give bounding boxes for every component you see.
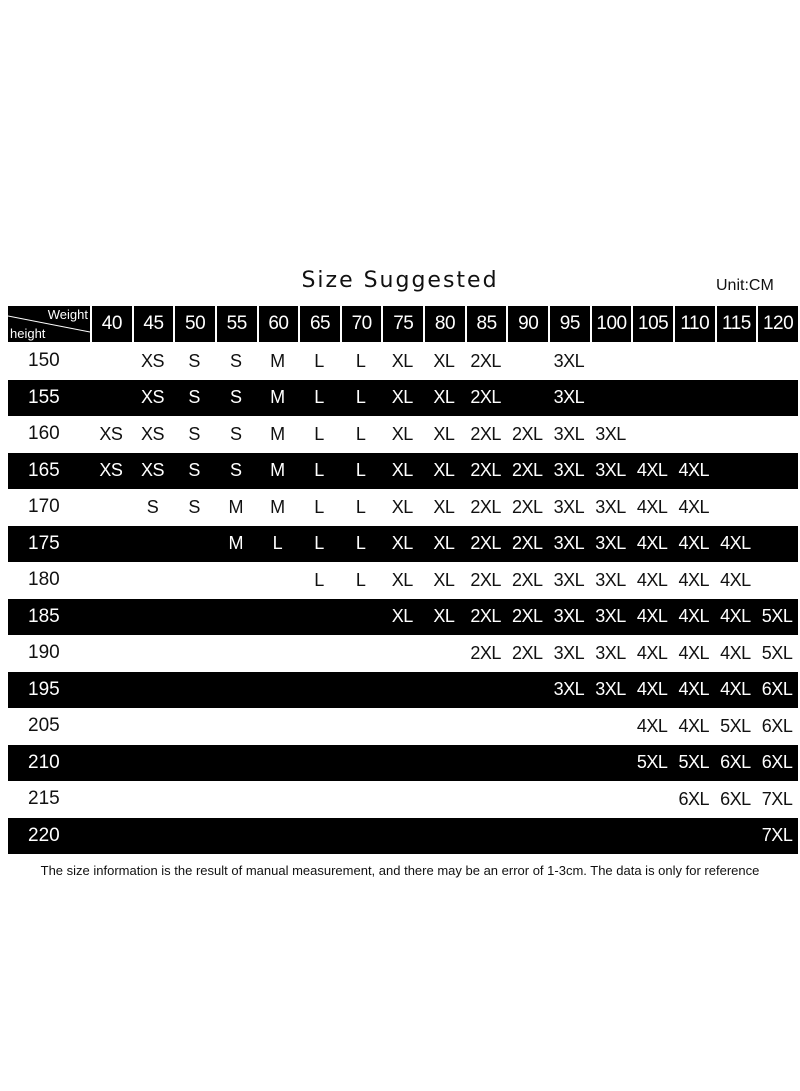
size-cell: XL [391, 569, 413, 590]
height-value: 155 [28, 386, 60, 408]
size-cell: 4XL [636, 679, 668, 700]
size-cell: 3XL [553, 679, 585, 700]
size-cell: XL [433, 460, 455, 481]
table-row [8, 635, 798, 672]
size-cell: L [314, 460, 324, 481]
size-cell: M [270, 387, 285, 408]
weight-header-115: 115 [715, 306, 757, 342]
size-cell: XL [391, 460, 413, 481]
size-cell: 2XL [470, 642, 501, 663]
table-row [8, 672, 798, 709]
size-cell: 5XL [636, 752, 668, 773]
size-cell: S [188, 387, 200, 408]
size-cell: 4XL [720, 606, 751, 627]
height-value: 150 [28, 350, 60, 372]
size-cell: 2XL [511, 642, 543, 663]
size-cell: L [355, 533, 366, 554]
size-cell: L [355, 387, 366, 408]
size-cell: XS [140, 460, 164, 481]
size-cell: 4XL [636, 715, 668, 736]
size-cell: S [188, 350, 200, 371]
size-cell: XS [140, 350, 164, 371]
size-cell: L [314, 423, 324, 444]
size-cell: 2XL [511, 606, 543, 627]
size-cell: XL [391, 496, 413, 517]
size-cell: 2XL [470, 533, 501, 554]
size-cell: 2XL [511, 423, 543, 444]
size-cell: 4XL [636, 642, 668, 663]
size-cell: 4XL [678, 642, 710, 663]
size-cell: M [270, 423, 285, 444]
height-value: 185 [28, 605, 60, 627]
size-table-body [8, 343, 798, 854]
size-cell: L [314, 496, 324, 517]
size-cell: 2XL [470, 569, 501, 590]
size-cell: 3XL [595, 642, 626, 663]
weight-axis-label: Weight [47, 307, 88, 322]
size-cell: XL [433, 606, 455, 627]
size-cell: 6XL [761, 679, 793, 700]
chart-title: Size Suggested [301, 268, 499, 293]
size-cell: XL [433, 387, 455, 408]
size-cell: 4XL [678, 679, 710, 700]
size-cell: 3XL [595, 533, 626, 554]
size-cell: 4XL [678, 496, 710, 517]
size-cell: XS [99, 460, 123, 481]
weight-header-75: 75 [381, 306, 423, 342]
size-cell: M [270, 496, 285, 517]
size-cell: 3XL [553, 569, 585, 590]
size-cell: S [188, 460, 200, 481]
size-cell: 2XL [470, 387, 501, 408]
size-cell: 4XL [636, 606, 668, 627]
size-cell: 4XL [636, 460, 668, 481]
size-cell: XL [391, 606, 413, 627]
size-cell: 2XL [511, 533, 543, 554]
size-cell: 4XL [720, 679, 751, 700]
size-cell: 4XL [678, 715, 710, 736]
size-cell: XL [391, 423, 413, 444]
size-cell: XL [391, 350, 413, 371]
weight-header-85: 85 [465, 306, 507, 342]
size-cell: 3XL [553, 460, 585, 481]
size-cell: 4XL [636, 533, 668, 554]
table-row [8, 489, 798, 526]
size-cell: M [270, 460, 285, 481]
size-cell: 3XL [595, 569, 626, 590]
size-cell: 3XL [553, 533, 585, 554]
size-cell: XS [140, 423, 164, 444]
size-cell: 3XL [595, 606, 626, 627]
size-cell: 4XL [678, 533, 710, 554]
table-row [8, 599, 798, 636]
size-cell: 3XL [553, 642, 585, 663]
size-cell: L [314, 569, 324, 590]
size-cell: XL [391, 533, 413, 554]
height-value: 215 [28, 788, 60, 810]
weight-header-row [8, 306, 798, 342]
size-cell: 3XL [595, 679, 626, 700]
height-value: 195 [28, 678, 60, 700]
table-row [8, 416, 798, 453]
size-cell: 6XL [761, 715, 793, 736]
size-cell: 2XL [511, 460, 543, 481]
size-cell: 4XL [720, 569, 751, 590]
height-value: 220 [28, 824, 60, 846]
size-cell: 4XL [636, 569, 668, 590]
size-cell: L [355, 569, 366, 590]
weight-header-70: 70 [340, 306, 382, 342]
size-cell: XL [391, 387, 413, 408]
weight-header-110: 110 [673, 306, 715, 342]
size-cell: 2XL [511, 569, 543, 590]
size-cell: 3XL [553, 423, 585, 444]
size-cell: 4XL [678, 606, 710, 627]
size-cell: 6XL [720, 788, 751, 809]
size-cell: 5XL [761, 606, 793, 627]
weight-header-65: 65 [298, 306, 340, 342]
size-cell: S [229, 387, 242, 408]
size-cell: L [355, 460, 366, 481]
size-cell: XS [140, 387, 164, 408]
size-cell: L [314, 533, 324, 554]
size-cell: S [188, 496, 200, 517]
size-cell: L [272, 533, 283, 554]
weight-header-45: 45 [132, 306, 174, 342]
size-cell: 4XL [720, 533, 751, 554]
size-cell: 3XL [553, 606, 585, 627]
size-cell: 6XL [761, 752, 793, 773]
table-row [8, 781, 798, 818]
size-cell: S [229, 460, 242, 481]
size-cell: S [188, 423, 200, 444]
table-row [8, 526, 798, 563]
weight-header-60: 60 [257, 306, 299, 342]
size-cell: L [355, 423, 366, 444]
size-cell: S [146, 496, 159, 517]
weight-header-90: 90 [506, 306, 548, 342]
size-cell: M [228, 496, 243, 517]
size-cell: 5XL [678, 752, 710, 773]
size-cell: XL [433, 350, 455, 371]
size-cell: 6XL [678, 788, 710, 809]
height-value: 210 [28, 751, 60, 773]
weight-header-80: 80 [423, 306, 465, 342]
size-cell: 4XL [636, 496, 668, 517]
size-cell: 5XL [761, 642, 793, 663]
height-value: 165 [28, 459, 60, 481]
table-row [8, 745, 798, 782]
size-cell: 3XL [595, 496, 626, 517]
size-cell: 3XL [595, 423, 626, 444]
table-row [8, 818, 798, 855]
height-value: 205 [28, 715, 60, 737]
table-row [8, 380, 798, 417]
weight-header-50: 50 [173, 306, 215, 342]
weight-header-105: 105 [631, 306, 673, 342]
weight-header-55: 55 [215, 306, 257, 342]
size-cell: XL [433, 533, 455, 554]
size-cell: L [355, 350, 366, 371]
size-cell: XL [433, 569, 455, 590]
size-cell: 3XL [553, 350, 585, 371]
weight-header-95: 95 [548, 306, 590, 342]
height-axis-label: height [10, 326, 46, 341]
size-cell: 7XL [761, 825, 793, 846]
size-cell: 6XL [720, 752, 751, 773]
size-cell: S [229, 423, 242, 444]
size-cell: 3XL [553, 496, 585, 517]
size-cell: S [229, 350, 242, 371]
height-value: 160 [28, 423, 60, 445]
size-cell: XS [99, 423, 123, 444]
weight-header-100: 100 [590, 306, 632, 342]
size-cell: L [355, 496, 366, 517]
size-cell: 2XL [470, 350, 501, 371]
size-cell: 2XL [511, 496, 543, 517]
weight-header-120: 120 [756, 306, 798, 342]
height-value: 190 [28, 642, 60, 664]
weight-header-40: 40 [90, 306, 132, 342]
size-cell: XL [433, 423, 455, 444]
height-value: 175 [28, 532, 60, 554]
size-cell: M [228, 533, 243, 554]
size-cell: L [314, 387, 324, 408]
unit-label: Unit:CM [716, 277, 774, 294]
size-cell: 4XL [678, 569, 710, 590]
size-cell: L [314, 350, 324, 371]
size-cell: 2XL [470, 606, 501, 627]
size-cell: 2XL [470, 460, 501, 481]
size-cell: 4XL [720, 642, 751, 663]
size-cell: M [270, 350, 285, 371]
height-value: 170 [28, 496, 60, 518]
table-row [8, 453, 798, 490]
size-cell: 2XL [470, 496, 501, 517]
size-cell: 4XL [678, 460, 710, 481]
size-cell: 5XL [720, 715, 751, 736]
size-cell: 3XL [595, 460, 626, 481]
table-row [8, 343, 798, 380]
height-value: 180 [28, 569, 60, 591]
size-cell: XL [433, 496, 455, 517]
size-cell: 3XL [553, 387, 585, 408]
size-cell: 2XL [470, 423, 501, 444]
table-row [8, 562, 798, 599]
table-row [8, 708, 798, 745]
size-cell: 7XL [761, 788, 793, 809]
disclaimer-note: The size information is the result of manual measurement, and there may be an error of 1-3cm. The data is only for reference [40, 863, 760, 878]
corner-cell [8, 306, 90, 342]
